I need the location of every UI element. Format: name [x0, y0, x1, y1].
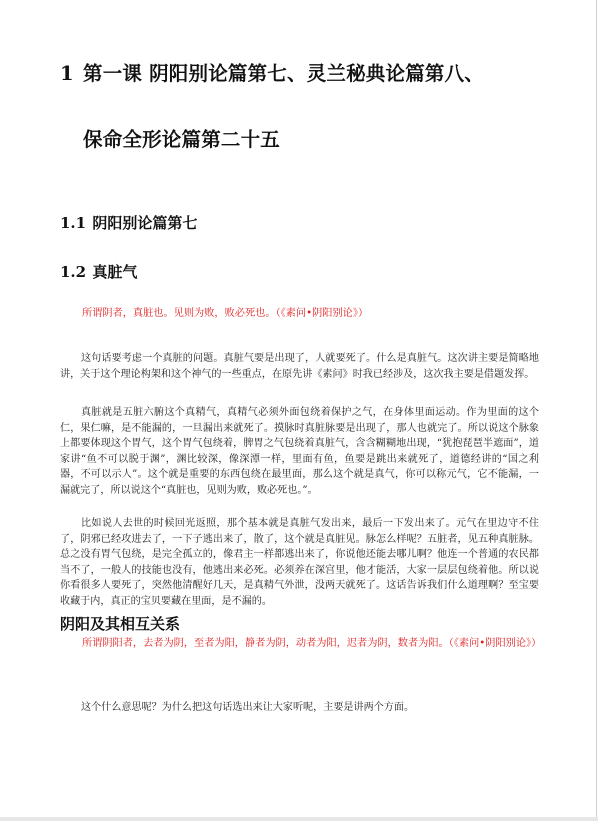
section-title: 真脏气 [92, 263, 138, 281]
page-edge-divider [596, 0, 597, 821]
body-paragraph: 这句话要考虑一个真脏的问题。真脏气要是出现了，人就要死了。什么是真脏气。这次讲主要是简略地讲，关于这个理论构架和这个神气的一些重点，在原先讲《素问》时我已经涉及，这次我主要是借题发挥。 [60, 353, 539, 380]
chapter-number: 1 [60, 62, 74, 85]
page-bottom-edge [0, 817, 598, 821]
classic-quote-true-viscera: 所谓阴者，真脏也。见则为败，败必死也。（《素问•阴阳别论》） [82, 308, 369, 319]
classic-quote-yin-yang: 所谓阴阳者，去者为阴，至者为阳，静者为阴，动者为阳，迟者为阴，数者为阳。（《素问•阴阳别论》） [82, 638, 542, 649]
body-paragraph: 比如说人去世的时候回光返照，那个基本就是真脏气发出来，最后一下发出来了。元气在里边守不住了，阴邪已经攻进去了，一下子逃出来了，散了，这个就是真脏见。脉怎么样呢？五脏者，见五种真脏脉。总之没有胃气包绕，是完全孤立的，像君主一样都逃出来了，你说他还能去哪儿啊？他连一个普通的农民都当不了，一般人的技能也没有，他逃出来必死。必须养在深宫里，他才能活，大家一层层包绕着他。所以说你看很多人要死了，突然他清醒好几天，是真精气外泄，没两天就死了。这话告诉我们什么道理啊？至宝要收藏于内，真正的宝贝要藏在里面，是不漏的。 [60, 518, 539, 607]
chapter-title [60, 58, 484, 86]
section-heading-1-1 [60, 212, 197, 233]
section-heading-1-2 [60, 261, 137, 282]
body-paragraph: 这个什么意思呢？为什么把这句话选出来让大家听呢，主要是讲两个方面。 [81, 702, 415, 713]
section-number: 1.2 [60, 263, 87, 281]
body-paragraph: 真脏就是五脏六腑这个真精气，真精气必须外面包绕着保护之气，在身体里面运动。作为里面的这个仁，果仁嘛，是不能漏的，一旦漏出来就死了。摸脉时真脏脉要是出现了，那人也就完了。所以说这个脉象上都要体现这个胃气，这个胃气包绕着，脾胃之气包绕着真脏气，含含糊糊地出现，“犹抱琵琶半遮面”，道家讲“鱼不可以脱于渊”，渊比较深，像深潭一样，里面有鱼，鱼要是跳出来就死了，道德经讲的“国之利器，不可以示人”。这个就是重要的东西包绕在最里面，那么这个就是真气，你可以称元气，它不能漏，一漏就完了，所以说这个“真脏也，见则为败，败必死也。”。 [60, 407, 539, 496]
chapter-title-line-2: 保命全形论篇第二十五 [83, 128, 281, 151]
subheading-yin-yang: 阴阳及其相互关系 [60, 615, 181, 633]
section-number: 1.1 [60, 214, 87, 232]
section-title: 阴阳别论篇第七 [92, 214, 198, 232]
chapter-title-line-1: 第一课 阴阳别论篇第七、灵兰秘典论篇第八、 [83, 62, 484, 85]
